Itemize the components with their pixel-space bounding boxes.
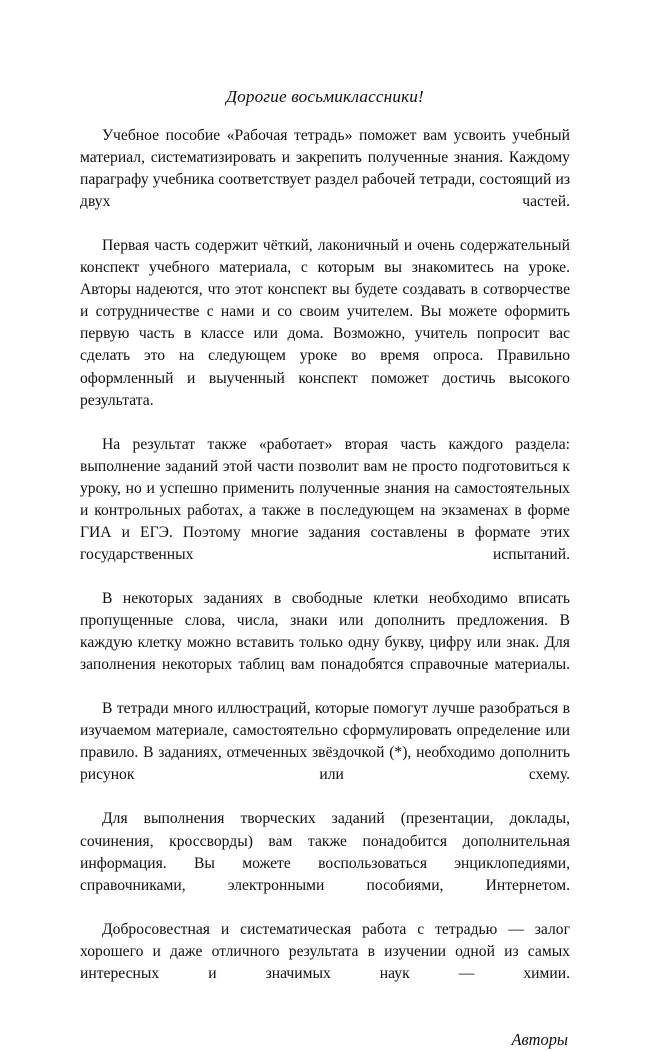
paragraph: Добросовестная и систематическая работа с тетрадью — залог хорошего и даже отличного результата в изучении одной из самых интересных и значимых наук — химии. — [80, 920, 570, 982]
paragraph: Для выполнения творческих заданий (презентации, доклады, сочинения, кроссворды) вам также понадобится дополнительная информация. Вы можете воспользоваться энциклопедиями, справочниками, электронными пособиями, Интернетом. — [80, 810, 570, 894]
page-content — [80, 86, 570, 1051]
paragraph: На результат также «работает» вторая часть каждого раздела: выполнение заданий этой части позволит вам не просто подготовиться к уроку, но и успешно применить полученные знания на самостоятельных и контрольных работах, а также в последующем на экзаменах в форме ГИА и ЕГЭ. Поэтому многие задания составлены в формате этих государственных испытаний. — [80, 435, 570, 563]
paragraph: Учебное пособие «Рабочая тетрадь» поможет вам усвоить учебный материал, систематизировать и закрепить полученные знания. Каждому параграфу учебника соответствует раздел рабочей тетради, состоящий из двух частей. — [80, 127, 570, 211]
paragraph: Первая часть содержит чёткий, лаконичный и очень содержательный конспект учебного материала, с которым вы знакомитесь на уроке. Авторы надеются, что этот конспект вы будете создавать в сотворчестве и сотрудничестве с нами и со своим учителем. Вы можете оформить первую часть в классе или дома. Возможно, учитель попросит вас сделать это на следующем уроке во время опроса. Правильно оформленный и выученный конспект поможет достичь высокого результата. — [80, 237, 570, 409]
signature-authors: Авторы — [511, 1029, 568, 1049]
body-text-block — [80, 125, 570, 1007]
page-title: Дорогие восьмиклассники! — [226, 87, 424, 106]
paragraph: В некоторых заданиях в свободные клетки необходимо вписать пропущенные слова, числа, знаки или дополнить предложения. В каждую клетку можно вставить только одну букву, цифру или знак. Для заполнения некоторых таблиц вам понадобятся справочные материалы. — [80, 589, 570, 674]
paragraph: В тетради много иллюстраций, которые помогут лучше разобраться в изучаемом материале, самостоятельно сформулировать определение или правило. В заданиях, отмеченных звёздочкой (*), необходимо дополнить рисунок или схему. — [80, 700, 570, 784]
